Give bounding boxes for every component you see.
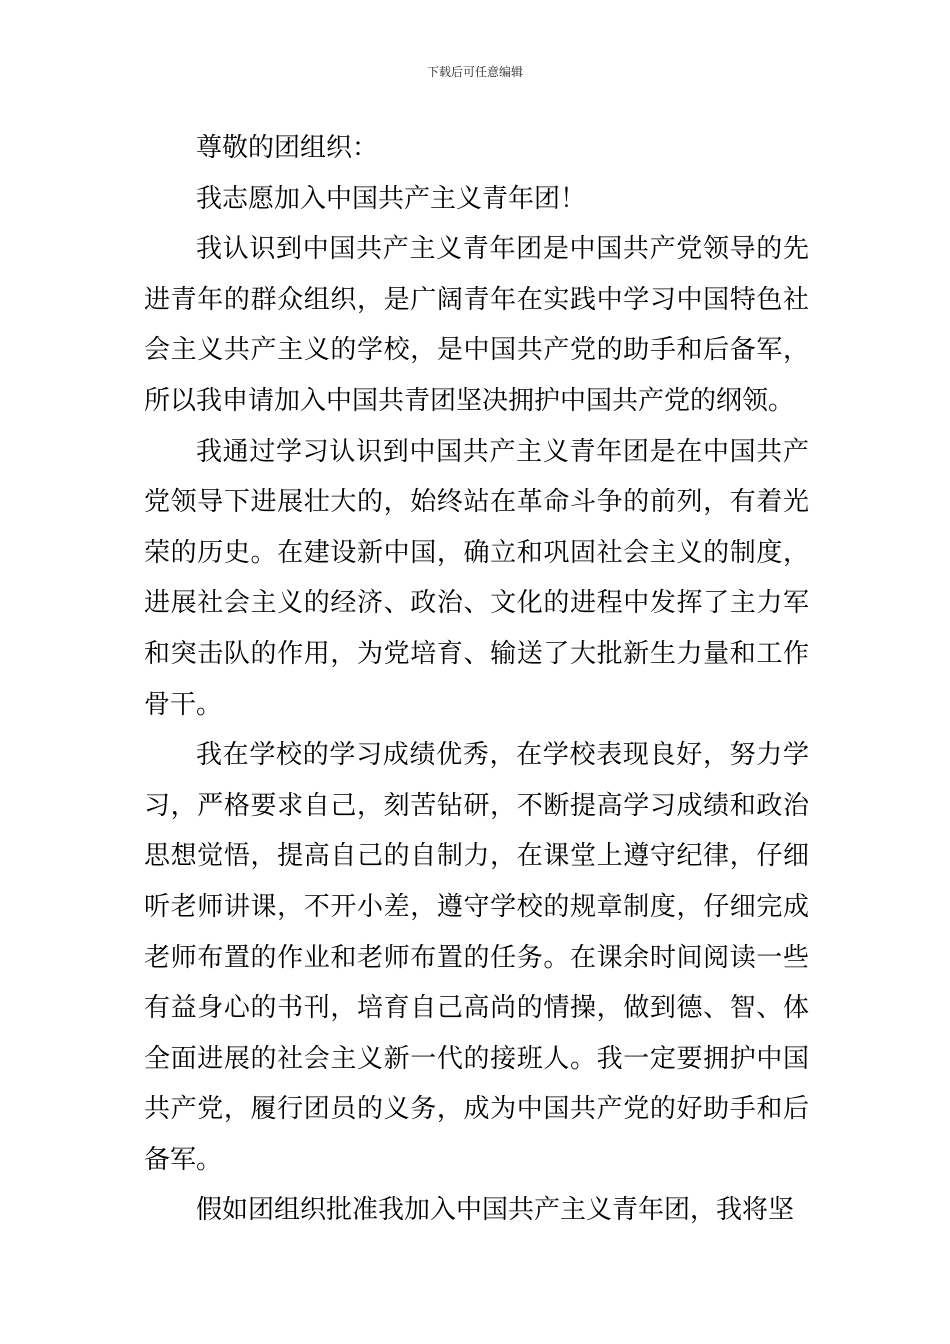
page-header: 下载后可任意编辑 [426,65,523,79]
salutation: 尊敬的团组织： [196,133,379,163]
letter-body [144,123,809,1236]
paragraph-2: 我认识到中国共产主义青年团是中国共产党领导的先进青年的群众组织，是广阔青年在实践中学习中国特色社会主义共产主义的学校，是中国共产党的助手和后备军，所以我申请加入中国共青团坚决拥护中国共产党的纲领。 [144,234,809,416]
paragraph-5: 假如团组织批准我加入中国共产主义青年团，我将坚 [196,1195,795,1226]
paragraph-3: 我通过学习认识到中国共产主义青年团是在中国共产党领导下进展壮大的，始终站在革命斗争的前列，有着光荣的历史。在建设新中国，确立和巩固社会主义的制度，进展社会主义的经济、政治、文化的进程中发挥了主力军和突击队的作用，为党培育、输送了大批新生力量和工作骨干。 [144,436,809,720]
paragraph-1: 我志愿加入中国共产主义青年团！ [196,183,587,214]
paragraph-4: 我在学校的学习成绩优秀，在学校表现良好，努力学习，严格要求自己，刻苦钻研，不断提高学习成绩和政治思想觉悟，提高自己的自制力，在课堂上遵守纪律，仔细听老师讲课，不开小差，遵守学校的规章制度，仔细完成老师布置的作业和老师布置的任务。在课余时间阅读一些有益身心的书刊，培育自己高尚的情操，做到德、智、体全面进展的社会主义新一代的接班人。我一定要拥护中国共产党，履行团员的义务，成为中国共产党的好助手和后备军。 [144,740,809,1175]
